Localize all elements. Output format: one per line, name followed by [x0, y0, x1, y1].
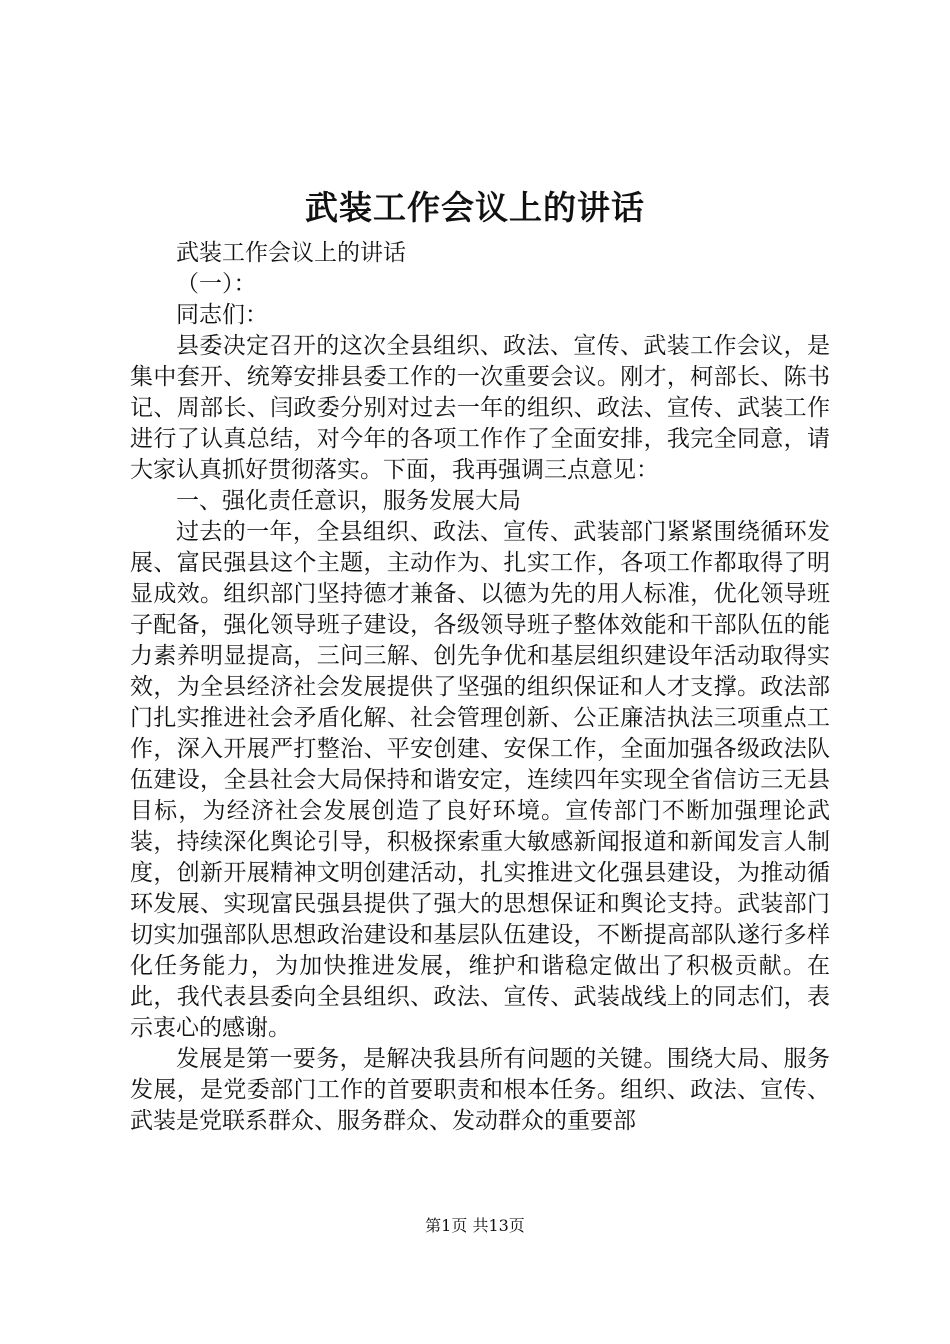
section-heading: 一、强化责任意识，服务发展大局 — [176, 488, 521, 514]
salutation-paragraph: 同志们： — [176, 302, 268, 328]
page-number-footer: 第1页 共13页 — [425, 1216, 525, 1235]
body-paragraph: 县委决定召开的这次全县组织、政法、宣传、武装工作会议，是集中套开、统筹安排县委工作的一次重要会议。刚才，柯部长、陈书记、周部长、闫政委分别对过去一年的组织、政法、宣传、武装工作进行了认真总结，对今年的各项工作作了全面安排，我完全同意，请大家认真抓好贯彻落实。下面，我再强调三点意见： — [130, 333, 830, 483]
body-paragraph: 过去的一年，全县组织、政法、宣传、武装部门紧紧围绕循环发展、富民强县这个主题，主动作为、扎实工作，各项工作都取得了明显成效。组织部门坚持德才兼备、以德为先的用人标准，优化领导班子配备，强化领导班子建设，各级领导班子整体效能和干部队伍的能力素养明显提高，三问三解、创先争优和基层组织建设年活动取得实效，为全县经济社会发展提供了坚强的组织保证和人才支撑。政法部门扎实推进社会矛盾化解、社会管理创新、公正廉洁执法三项重点工作，深入开展严打整治、平安创建、安保工作，全面加强各级政法队伍建设，全县社会大局保持和谐安定，连续四年实现全省信访三无县目标，为经济社会发展创造了良好环境。宣传部门不断加强理论武装，持续深化舆论引导，积极探索重大敏感新闻报道和新闻发言人制度，创新开展精神文明创建活动，扎实推进文化强县建设，为推动循环发展、实现富民强县提供了强大的思想保证和舆论支持。武装部门切实加强部队思想政治建设和基层队伍建设，不断提高部队遂行多样化任务能力，为加快推进发展，维护和谐稳定做出了积极贡献。在此，我代表县委向全县组织、政法、宣传、武装战线上的同志们，表示衷心的感谢。 — [130, 519, 830, 1041]
body-paragraph: 发展是第一要务，是解决我县所有问题的关键。围绕大局、服务发展，是党委部门工作的首要职责和根本任务。组织、政法、宣传、武装是党联系群众、服务群众、发动群众的重要部 — [130, 1046, 830, 1134]
section-number-paragraph: （一）： — [176, 271, 257, 297]
page-title: 武装工作会议上的讲话 — [305, 188, 645, 227]
document-body — [130, 238, 830, 1137]
subtitle-paragraph: 武装工作会议上的讲话 — [176, 240, 406, 266]
